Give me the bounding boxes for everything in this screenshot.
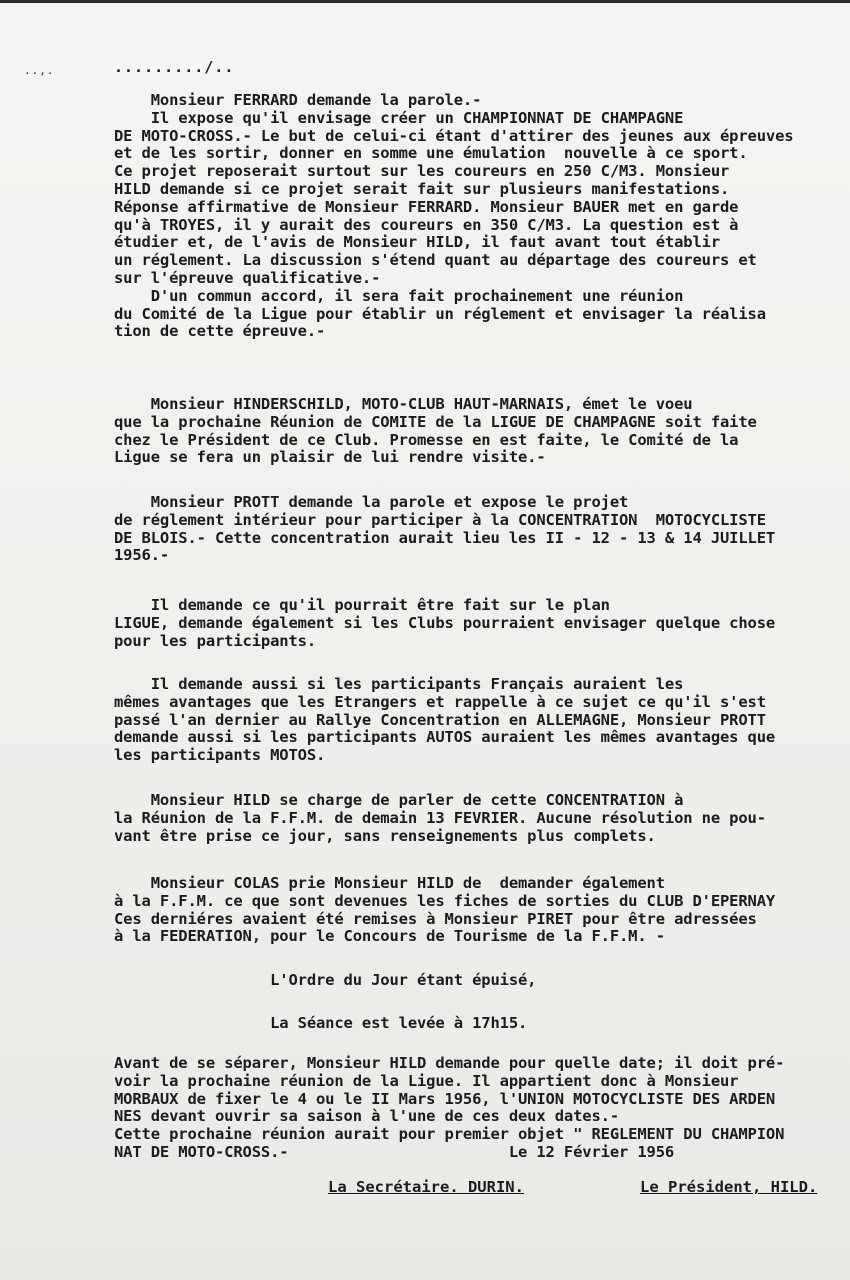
paragraph-championnat: Monsieur FERRARD demande la parole.- Il expose qu'il envisage créer un CHAMPIONNAT DE CHAMPAGNE DE MOTO-CROSS.- Le but de celui-ci étant d'attirer des jeunes aux épreuves et de les sortir, donner en somme une émulation nouvelle à ce sport. Ce projet reposerait surtout sur les coureurs en 250 C/M3. Monsieur HILD demande si ce projet serait fait sur plusieurs manifestations. Réponse affirmative de Monsieur FERRARD. Monsieur BAUER met en garde qu'à TROYES, il y aurait des coureurs en 350 C/M3. La question est à étudier et, de l'avis de Monsieur HILD, il faut avant tout établir un réglement. La discussion s'étend quant au départage des coureurs et sur l'épreuve qualificative.- D'un commun accord, il sera fait prochainement une réunion du Comité de la Ligue pour établir un réglement et envisager la réalisa tion de cette épreuve.- — [114, 91, 794, 341]
line-seance-levee: La Séance est levée à 17h15. — [114, 1014, 528, 1032]
signature-secretary: La Secrétaire. DURIN. — [328, 1178, 524, 1196]
line-ordre-du-jour: L'Ordre du Jour étant épuisé, — [114, 971, 537, 989]
signature-president: Le Président, HILD. — [640, 1178, 818, 1196]
paragraph-concentration-blois: Monsieur PROTT demande la parole et expose le projet de réglement intérieur pour participer à la CONCENTRATION MOTOCYCLISTE DE BLOIS.- Cette concentration aurait lieu les II - 12 - 13 & 14 JUILLET 1956.- — [114, 493, 776, 565]
paragraph-fiches-sorties: Monsieur COLAS prie Monsieur HILD de demander également à la F.F.M. ce que sont devenues les fiches de sorties du CLUB D'EPERNAY Ces derniéres avaient été remises à Monsieur PIRET pour être adressées à la FEDERATION, pour le Concours de Tourisme de la F.F.M. - — [114, 874, 776, 946]
paragraph-prochaine-reunion: Avant de se séparer, Monsieur HILD demande pour quelle date; il doit pré- voir la prochaine réunion de la Ligue. Il appartient donc à Monsieur MORBAUX de fixer le 4 ou le II Mars 1956, l'UNION MOTOCYCLISTE DES ARDEN NES devant ouvrir sa saison à l'une de ces deux dates.- Cette prochaine réunion aurait pour premier objet " REGLEMENT DU CHAMPION NAT DE MOTO-CROSS.- Le 12 Février 1956 — [114, 1054, 785, 1161]
paragraph-hinderschild: Monsieur HINDERSCHILD, MOTO-CLUB HAUT-MARNAIS, émet le voeu que la prochaine Réunion de COMITE de la LIGUE DE CHAMPAGNE soit faite chez le Président de ce Club. Promesse en est faite, le Comité de la Ligue se fera un plaisir de lui rendre visite.- — [114, 395, 757, 467]
margin-mark: ..,. — [24, 64, 55, 77]
page-top-edge — [0, 0, 850, 3]
paragraph-plan-ligue: Il demande ce qu'il pourrait être fait sur le plan LIGUE, demande également si les Clubs pourraient envisager quelque chose pour les participants. — [114, 596, 776, 650]
paragraph-reunion-ffm: Monsieur HILD se charge de parler de cette CONCENTRATION à la Réunion de la F.F.M. de demain 13 FEVRIER. Aucune résolution ne pou- vant être prise ce jour, sans renseignements plus complets. — [114, 791, 766, 845]
page-header: ........./.. — [114, 58, 235, 76]
paragraph-participants: Il demande aussi si les participants Français auraient les mêmes avantages que les Etrangers et rappelle à ce sujet ce qu'il s'est passé l'an dernier au Rallye Concentration en ALLEMAGNE, Monsieur PROTT demande aussi si les participants AUTOS auraient les mêmes avantages que les participants MOTOS. — [114, 675, 776, 765]
